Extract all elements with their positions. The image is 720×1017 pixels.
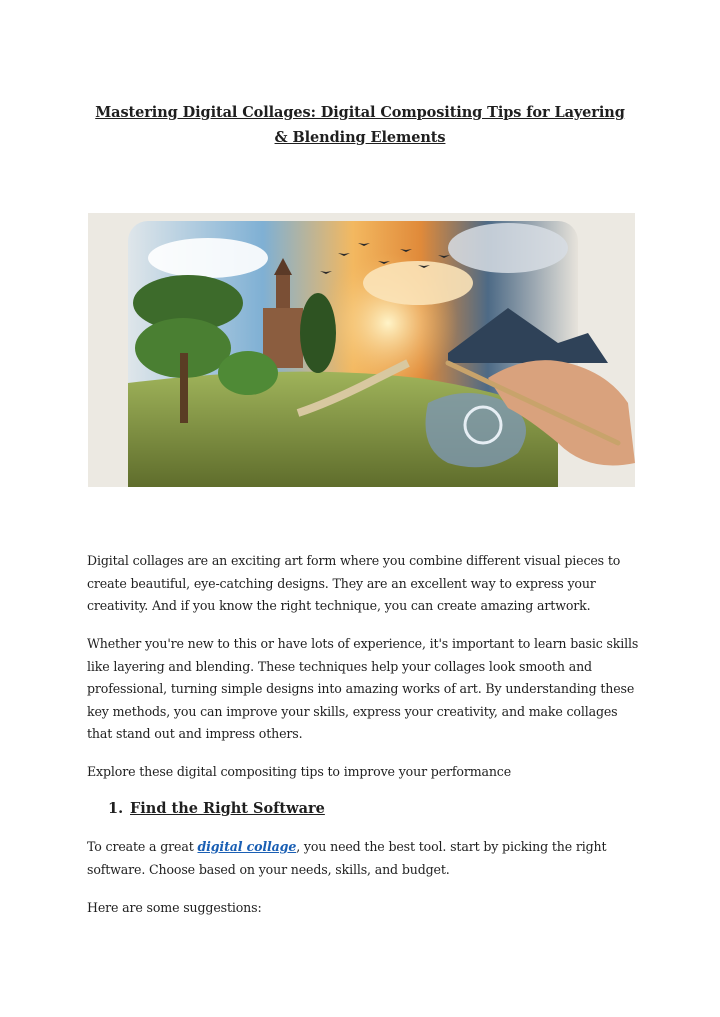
explore-text: Explore these digital compositing tips to improve your performance: [87, 764, 512, 779]
software-text-before-link: To create a great: [87, 839, 198, 854]
section-heading-text: Find the Right Software: [130, 800, 325, 817]
section-number: 1.: [108, 800, 124, 817]
software-paragraph: [87, 836, 639, 881]
hero-collage-image: [88, 213, 635, 487]
section-heading: [108, 798, 325, 820]
digital-collage-link[interactable]: digital collage: [197, 839, 297, 854]
intro-text: Digital collages are an exciting art form where you combine different visual pieces to create beautiful, eye-catching designs. They are an excellent way to express your creativity. And if you know the right technique, you can create amazing artwork.: [87, 553, 621, 613]
software-text: [87, 836, 639, 881]
explore-paragraph: [87, 761, 639, 784]
software-text-after-link: , you need the best tool. start by picking the right software. Choose based on your needs, skills, and budget.: [87, 839, 607, 877]
suggestions-text: Here are some suggestions:: [87, 900, 262, 915]
second-paragraph: [87, 633, 639, 746]
suggestions-paragraph: [87, 897, 639, 920]
second-text: Whether you're new to this or have lots of experience, it's important to learn basic skills like layering and blending. These techniques help your collages look smooth and professional, turning simple designs into amazing works of art. By understanding these key methods, you can improve your skills, express your creativity, and make collages that stand out and impress others.: [87, 636, 639, 741]
intro-paragraph: [87, 550, 639, 618]
page-title: Mastering Digital Collages: Digital Compositing Tips for Layering & Blending Elements: [95, 104, 625, 146]
